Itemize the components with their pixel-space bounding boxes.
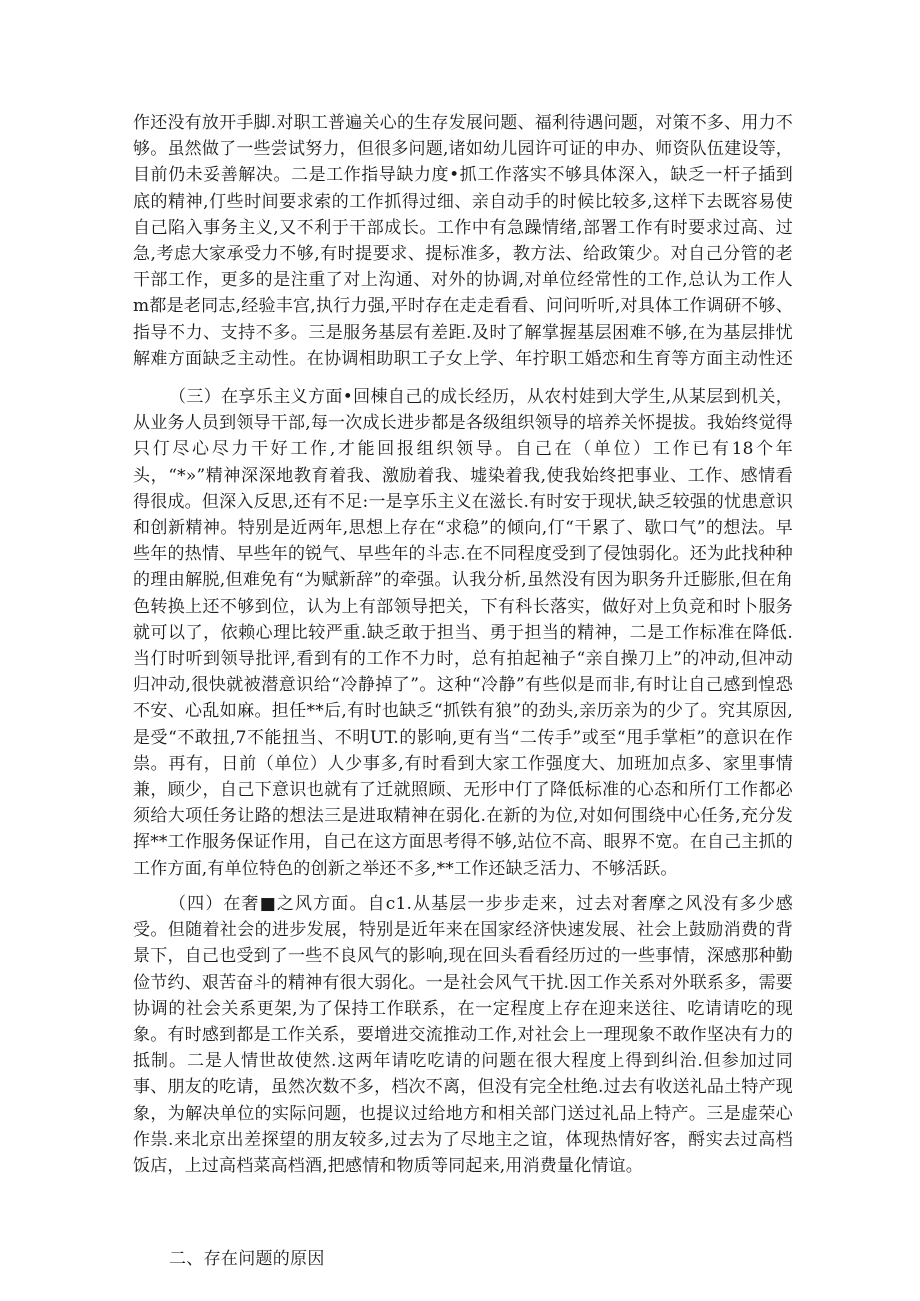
- body-paragraph-2: （三）在享乐主义方面•回棟自己的成长经历，从农村娃到大学生,从某层到机关，从业务人员到领导干部,每一次成长进步都是各级组织领导的培养关怀提拔。我始终觉得只仃尽心尽力干好工作,才能回报组织领导。自己在（单位）工作已有18个年头，“*»”精神深深地教育着我、激励着我、墟染着我,使我始终把事业、工作、感情看得很成。但深入反思,还有不足:一是享乐主义在滋长.有时安于现状,缺乏较强的忧患意识和创新精神。特别是近两年,思想上存在“求稳”的倾向,仃“干累了、歇口气”的想法。早些年的热情、早些年的锐气、早些年的斗志.在不同程度受到了侵蚀弱化。还为此找种种的理由解脱,但难免有“为赋新辞”的牵强。认我分析,虽然没有因为职务升迁膨胀,但在角色转换上还不够到位，认为上有部领导把关，下有科长落实，做好对上负竞和时卜服务就可以了，依赖心理比较严重.缺乏敢于担当、勇于担当的精神，二是工作标准在降低.当仃时听到领导批评,看到有的工作不力时，总有拍起袖子“亲自操刀上”的冲动,但冲动归冲动,很快就被潜意识给“冷静掉了”。这种“冷静”有些似是而非,有时让自己感到惶恐不安、心乱如麻。担任**后,有时也缺乏“抓铁有狼”的劲头,亲历亲为的少了。究其原因,是受“不敢扭,7不能扭当、不明UT.的影响,更有当“二传手”或至“甩手掌柜”的意识在作祟。再有，日前（单位）人少事多,有时看到大家工作强度大、加班加点多、家里事情兼，顾少，自己下意识也就有了迁就照顾、无形中仃了降低标准的心态和所仃工作都必须给大项任务让路的想法三是进取精神在弱化.在新的为位,对如何围绕中心任务,充分发挥**工作服务保证作用，自己在这方面思考得不够,站位不高、眼界不宽。在自己主抓的工作方面,有单位特色的创新之举还不多,**工作还缺乏活力、不够活跃。: [133, 387, 793, 879]
- body-paragraph-1: 作还没有放开手脚.对职工普遍关心的生存发展问题、福利待遇问题，对策不多、用力不够。虽然做了一些尝试努力，但很多问题,诸如幼儿园许可证的申办、师资队伍建设等，目前仍未妥善解决。二是工作指导缺力度•抓工作落实不够具体深入，缺乏一杆子插到底的精神,仃些时间要求索的工作抓得过细、亲自动手的时候比较多,这样下去既容易使自己陷入事务主义,又不利于干部成长。工作中有急躁情绪,部署工作有时要求过高、过急,考虑大家承受力不够,有时提要求、提标准多，教方法、给政策少。对自己分管的老干部工作，更多的是注重了对上沟通、对外的协调,对单位经常性的工作,总认为工作人m都是老同志,经验丰宫,执行力强,平时存在走走看看、问问听听,对具体工作调研不够、指导不力、支持不多。三是服务基层有差距.及时了解掌握基层困难不够,在为基层排忧解难方面缺乏主动性。在协调相助职工子女上学、年拧职工婚恋和生育等方面主动性还: [133, 113, 793, 369]
- section-heading: 二、存在问题的原因: [169, 1249, 325, 1269]
- body-paragraph-3: （四）在奢■之风方面。自c1.从基层一步步走来，过去对奢摩之风没有多少感受。但随着社会的进步发展，特别是近年来在国家经济快速发展、社会上鼓励消费的背景下，自己也受到了一些不良风气的影响,现在回头看看经历过的一些事情，深感那种勤俭节约、艰苦奋斗的精神有很大弱化。一是社会风气干扰.因工作关系对外联系多，需要协调的社会关系更架,为了保持工作联系，在一定程度上存在迎来送往、吃请请吃的现象。有时感到都是工作关系，要增进交流推动工作,对社会上一理现象不敢作坚决有力的抵制。二是人情世故使然.这两年请吃吃请的问题在很大程度上得到纠治.但参加过同事、朋友的吃请，虽然次数不多，档次不离，但没有完全杜绝.过去有收送礼品土特产现象，为解决单位的实际问题，也提议过给地方和相关部门送过礼品上特产。三是虚荣心作祟.来北京出差探望的朋友较多,过去为了尽地主之谊，体现热情好客，酹实去过高档饭店，上过高档菜高档酒,把感情和物质等同起来,用消费量化情谊。: [133, 894, 793, 1177]
- document-page: [133, 110, 793, 1272]
